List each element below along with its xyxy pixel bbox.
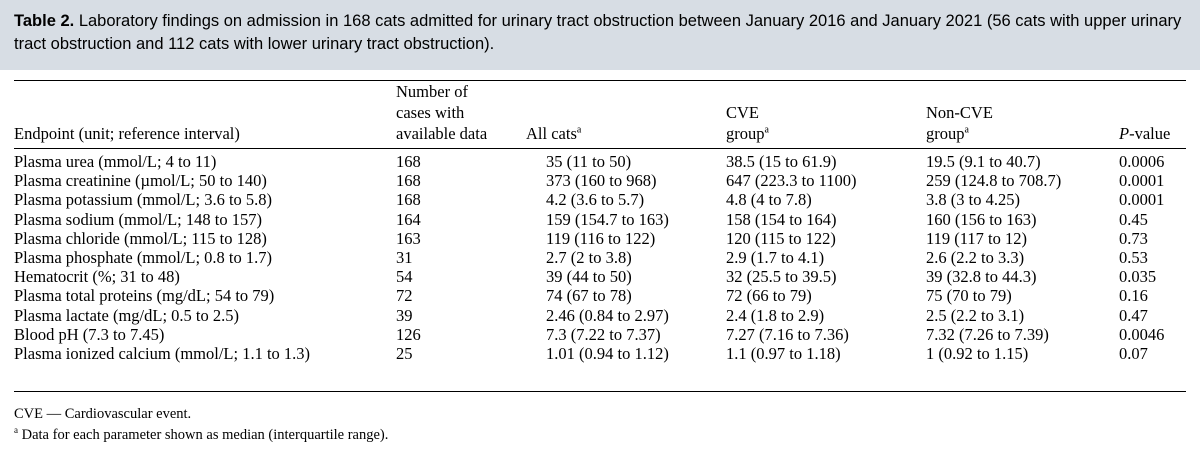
cell-endpoint: Plasma urea (mmol/L; 4 to 11) bbox=[14, 152, 217, 171]
cell-cve-group: 4.8 (4 to 7.8) bbox=[726, 190, 812, 210]
cell-cases: 126 bbox=[396, 324, 421, 344]
data-table-header bbox=[14, 81, 1186, 144]
cell-all-cats: 4.2 (3.6 to 5.7) bbox=[546, 190, 645, 210]
cell-endpoint: Plasma potassium (mmol/L; 3.6 to 5.8) bbox=[14, 190, 273, 210]
header-endpoint: Endpoint (unit; reference interval) bbox=[14, 124, 240, 143]
cell-cve-group: 158 (154 to 164) bbox=[726, 209, 837, 229]
cell-cve-group: 32 (25.5 to 39.5) bbox=[726, 267, 837, 287]
cell-endpoint: Plasma chloride (mmol/L; 115 to 128) bbox=[14, 228, 267, 248]
table-row bbox=[14, 152, 1186, 171]
cell-cases: 72 bbox=[396, 286, 413, 306]
header-p-value: P-value bbox=[1119, 124, 1171, 143]
cell-noncve-group: 39 (32.8 to 44.3) bbox=[926, 267, 1037, 287]
table-row bbox=[14, 325, 1186, 344]
cell-cases: 163 bbox=[396, 228, 421, 248]
cell-cases: 168 bbox=[396, 171, 421, 191]
cell-endpoint: Plasma total proteins (mg/dL; 54 to 79) bbox=[14, 286, 275, 306]
table-row bbox=[14, 306, 1186, 325]
cell-p-value: 0.0001 bbox=[1119, 190, 1165, 210]
cell-noncve-group: 259 (124.8 to 708.7) bbox=[926, 171, 1062, 191]
cell-cve-group: 7.27 (7.16 to 7.36) bbox=[726, 324, 849, 344]
cell-endpoint: Blood pH (7.3 to 7.45) bbox=[14, 324, 165, 344]
cell-all-cats: 2.7 (2 to 3.8) bbox=[546, 248, 632, 268]
cell-noncve-group: 2.5 (2.2 to 3.1) bbox=[926, 305, 1025, 325]
cell-cve-group: 2.9 (1.7 to 4.1) bbox=[726, 248, 825, 268]
cell-all-cats: 159 (154.7 to 163) bbox=[546, 209, 669, 229]
cell-endpoint: Hematocrit (%; 31 to 48) bbox=[14, 267, 180, 287]
caption-text: Laboratory findings on admission in 168 cats admitted for urinary tract obstruction between January 2016 and January 2021 (56 cats with upper urinary tract obstruction and 112 cats with lower urinary tract obstruction). bbox=[14, 12, 1182, 53]
cell-cve-group: 647 (223.3 to 1100) bbox=[726, 171, 857, 191]
cell-noncve-group: 1 (0.92 to 1.15) bbox=[926, 344, 1029, 364]
cell-cases: 164 bbox=[396, 209, 421, 229]
cell-noncve-group: 7.32 (7.26 to 7.39) bbox=[926, 324, 1049, 344]
table-caption bbox=[14, 10, 1184, 56]
cell-p-value: 0.16 bbox=[1119, 286, 1148, 306]
cell-cases: 168 bbox=[396, 152, 421, 171]
header-all-cats: All cats$^a$ bbox=[526, 124, 582, 143]
header-cve-group: CVE group$^a$ bbox=[726, 103, 769, 143]
cell-cases: 39 bbox=[396, 305, 413, 325]
cell-p-value: 0.07 bbox=[1119, 344, 1148, 364]
footnote-median-note: $^a$ Data for each parameter shown as median (interquartile range). bbox=[14, 425, 389, 443]
table-row bbox=[14, 344, 1186, 363]
cell-cve-group: 1.1 (0.97 to 1.18) bbox=[726, 344, 841, 364]
header-rule bbox=[14, 148, 1186, 149]
cell-noncve-group: 75 (70 to 79) bbox=[926, 286, 1012, 306]
cell-endpoint: Plasma phosphate (mmol/L; 0.8 to 1.7) bbox=[14, 248, 273, 268]
cell-p-value: 0.45 bbox=[1119, 209, 1148, 229]
cell-cases: 31 bbox=[396, 248, 413, 268]
header-noncve-group: Non-CVE group$^a$ bbox=[926, 103, 993, 143]
cell-cases: 54 bbox=[396, 267, 413, 287]
cell-p-value: 0.0006 bbox=[1119, 152, 1165, 171]
table-footnotes bbox=[14, 404, 1186, 446]
cell-endpoint: Plasma sodium (mmol/L; 148 to 157) bbox=[14, 209, 262, 229]
cell-noncve-group: 160 (156 to 163) bbox=[926, 209, 1037, 229]
cell-all-cats: 35 (11 to 50) bbox=[546, 152, 632, 171]
cell-noncve-group: 19.5 (9.1 to 40.7) bbox=[926, 152, 1041, 171]
table-row bbox=[14, 286, 1186, 305]
cell-cases: 25 bbox=[396, 344, 413, 364]
cell-endpoint: Plasma lactate (mg/dL; 0.5 to 2.5) bbox=[14, 305, 239, 325]
footnote-abbreviation: CVE — Cardiovascular event. bbox=[14, 406, 192, 422]
table-row bbox=[14, 210, 1186, 229]
caption-label: Table 2. bbox=[14, 12, 75, 30]
table-row bbox=[14, 171, 1186, 190]
cell-all-cats: 7.3 (7.22 to 7.37) bbox=[546, 324, 661, 344]
cell-cve-group: 2.4 (1.8 to 2.9) bbox=[726, 305, 825, 325]
cell-all-cats: 39 (44 to 50) bbox=[546, 267, 632, 287]
table-row bbox=[14, 267, 1186, 286]
cell-cve-group: 38.5 (15 to 61.9) bbox=[726, 152, 837, 171]
cell-all-cats: 74 (67 to 78) bbox=[546, 286, 632, 306]
cell-cve-group: 72 (66 to 79) bbox=[726, 286, 812, 306]
cell-p-value: 0.0001 bbox=[1119, 171, 1165, 191]
data-table-body bbox=[14, 152, 1186, 363]
cell-noncve-group: 3.8 (3 to 4.25) bbox=[926, 190, 1020, 210]
cell-all-cats: 373 (160 to 968) bbox=[546, 171, 657, 191]
table-row bbox=[14, 229, 1186, 248]
cell-cases: 168 bbox=[396, 190, 421, 210]
cell-p-value: 0.53 bbox=[1119, 248, 1148, 268]
cell-noncve-group: 2.6 (2.2 to 3.3) bbox=[926, 248, 1025, 268]
cell-p-value: 0.73 bbox=[1119, 228, 1148, 248]
cell-all-cats: 2.46 (0.84 to 2.97) bbox=[546, 305, 669, 325]
table-row bbox=[14, 248, 1186, 267]
cell-endpoint: Plasma ionized calcium (mmol/L; 1.1 to 1.3) bbox=[14, 344, 311, 364]
cell-all-cats: 119 (116 to 122) bbox=[546, 228, 656, 248]
cell-p-value: 0.035 bbox=[1119, 267, 1157, 287]
header-cases: Number of cases with available data bbox=[396, 82, 488, 143]
cell-p-value: 0.47 bbox=[1119, 305, 1148, 325]
cell-cve-group: 120 (115 to 122) bbox=[726, 228, 836, 248]
bottom-rule bbox=[14, 391, 1186, 392]
cell-p-value: 0.0046 bbox=[1119, 324, 1165, 344]
cell-endpoint: Plasma creatinine (µmol/L; 50 to 140) bbox=[14, 171, 267, 191]
table-row bbox=[14, 190, 1186, 209]
cell-all-cats: 1.01 (0.94 to 1.12) bbox=[546, 344, 669, 364]
cell-noncve-group: 119 (117 to 12) bbox=[926, 228, 1027, 248]
